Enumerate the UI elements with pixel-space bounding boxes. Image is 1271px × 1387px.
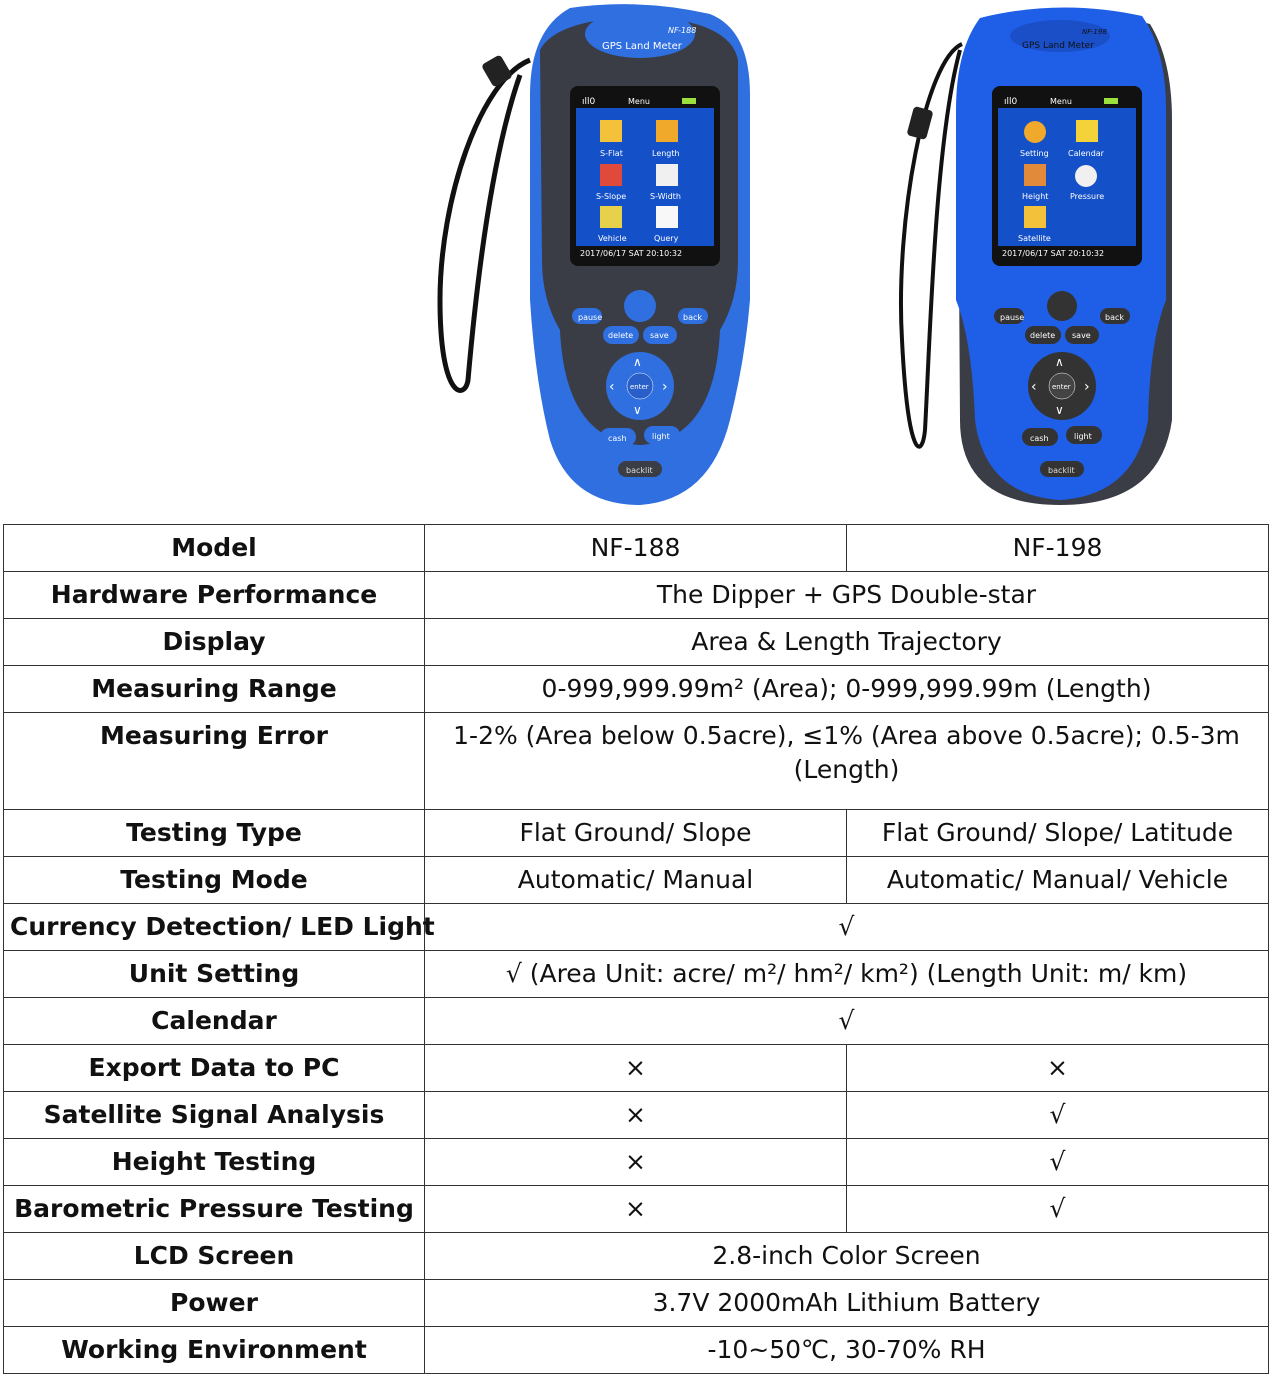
- length-icon: [656, 120, 678, 142]
- row-label: Satellite Signal Analysis: [4, 1092, 425, 1139]
- backlit-label: backlit: [1048, 466, 1075, 475]
- row-label: Display: [4, 619, 425, 666]
- row-label: Currency Detection/ LED Light: [4, 904, 425, 951]
- table-row: [4, 666, 1269, 713]
- menu-item: Setting: [1020, 149, 1049, 158]
- enter-label: enter: [630, 383, 649, 391]
- cell-nf198: ×: [847, 1045, 1269, 1092]
- comparison-table: [3, 524, 1269, 1374]
- device-nf188-drawing: [420, 0, 760, 512]
- power-button[interactable]: [1047, 291, 1077, 321]
- table-row: [4, 1139, 1269, 1186]
- down-arrow-icon: ∨: [633, 403, 642, 417]
- screen-display: [576, 92, 714, 260]
- right-arrow-icon: ›: [1084, 379, 1090, 395]
- screen-signal: ıll0: [582, 97, 596, 107]
- screen-signal: ıll0: [1004, 97, 1018, 107]
- back-label: back: [683, 313, 703, 322]
- table-row: [4, 951, 1269, 998]
- cell-shared: 0-999,999.99m² (Area); 0-999,999.99m (Length): [425, 666, 1269, 713]
- table-row: [4, 1092, 1269, 1139]
- height-icon: [1024, 164, 1046, 186]
- pause-label: pause: [578, 313, 603, 322]
- table-row: [4, 1280, 1269, 1327]
- setting-icon: [1024, 121, 1046, 143]
- table-row: [4, 998, 1269, 1045]
- badge-title: GPS Land Meter: [1022, 41, 1094, 51]
- cell-nf188: ×: [425, 1186, 847, 1233]
- left-arrow-icon: ‹: [609, 379, 615, 395]
- right-arrow-icon: ›: [662, 379, 668, 395]
- cash-label: cash: [608, 434, 627, 443]
- table-row: [4, 525, 1269, 572]
- menu-item: Query: [654, 234, 679, 243]
- cell-shared: -10~50℃, 30-70% RH: [425, 1327, 1269, 1374]
- cell-nf188: ×: [425, 1139, 847, 1186]
- up-arrow-icon: ∧: [1055, 355, 1064, 369]
- menu-item: Length: [652, 149, 680, 158]
- back-label: back: [1105, 313, 1125, 322]
- cell-shared: 2.8-inch Color Screen: [425, 1233, 1269, 1280]
- cell-shared: 1-2% (Area below 0.5acre), ≤1% (Area above 0.5acre); 0.5-3m (Length): [425, 713, 1269, 810]
- delete-label: delete: [608, 331, 634, 340]
- cell-nf198: √: [847, 1092, 1269, 1139]
- backlit-label: backlit: [626, 466, 653, 475]
- row-label: Barometric Pressure Testing: [4, 1186, 425, 1233]
- cell-nf198: √: [847, 1139, 1269, 1186]
- row-label: Unit Setting: [4, 951, 425, 998]
- badge-model: NF-198: [1082, 28, 1107, 36]
- menu-item: Calendar: [1068, 149, 1104, 158]
- cell-nf188: ×: [425, 1092, 847, 1139]
- up-arrow-icon: ∧: [633, 355, 642, 369]
- menu-item: Satellite: [1018, 234, 1051, 243]
- screen-header: Menu: [628, 97, 650, 106]
- menu-item: Pressure: [1070, 192, 1105, 201]
- lanyard-strap: [901, 44, 962, 447]
- cell-shared: √ (Area Unit: acre/ m²/ hm²/ km²) (Length Unit: m/ km): [425, 951, 1269, 998]
- query-icon: [656, 206, 678, 228]
- table-row: [4, 1327, 1269, 1374]
- s-width-icon: [656, 164, 678, 186]
- screen-status: 2017/06/17 SAT 20:10:32: [580, 249, 683, 258]
- table-row: [4, 904, 1269, 951]
- left-arrow-icon: ‹: [1031, 379, 1037, 395]
- menu-item: Vehicle: [598, 234, 627, 243]
- menu-item: S-Flat: [600, 149, 623, 158]
- cell-nf198: Flat Ground/ Slope/ Latitude: [847, 810, 1269, 857]
- lanyard-clip: [481, 54, 513, 88]
- cell-nf198: NF-198: [847, 525, 1269, 572]
- pressure-icon: [1075, 165, 1097, 187]
- cell-nf188: Flat Ground/ Slope: [425, 810, 847, 857]
- calendar-icon: [1076, 120, 1098, 142]
- lanyard-clip: [906, 106, 933, 140]
- device-nf198-drawing: [880, 0, 1180, 512]
- cell-nf198: √: [847, 1186, 1269, 1233]
- power-button[interactable]: [624, 290, 656, 322]
- delete-label: delete: [1030, 331, 1056, 340]
- row-label: LCD Screen: [4, 1233, 425, 1280]
- row-label: Testing Mode: [4, 857, 425, 904]
- row-label: Hardware Performance: [4, 572, 425, 619]
- cell-shared: 3.7V 2000mAh Lithium Battery: [425, 1280, 1269, 1327]
- vehicle-icon: [600, 206, 622, 228]
- cell-nf188: ×: [425, 1045, 847, 1092]
- badge-title: GPS Land Meter: [602, 41, 682, 52]
- row-label: Model: [4, 525, 425, 572]
- satellite-icon: [1024, 206, 1046, 228]
- table-row: [4, 1233, 1269, 1280]
- save-label: save: [1072, 331, 1091, 340]
- lanyard-strap: [440, 60, 530, 390]
- table-row: [4, 1186, 1269, 1233]
- row-label: Measuring Range: [4, 666, 425, 713]
- cash-label: cash: [1030, 434, 1049, 443]
- device-nf188-image: [420, 0, 760, 512]
- cell-nf188: NF-188: [425, 525, 847, 572]
- menu-item: S-Width: [650, 192, 681, 201]
- cell-shared: Area & Length Trajectory: [425, 619, 1269, 666]
- s-flat-icon: [600, 120, 622, 142]
- screen-status: 2017/06/17 SAT 20:10:32: [1002, 249, 1105, 258]
- cell-shared: The Dipper + GPS Double-star: [425, 572, 1269, 619]
- device-nf198-image: [880, 0, 1180, 512]
- enter-label: enter: [1052, 383, 1071, 391]
- s-slope-icon: [600, 164, 622, 186]
- battery-icon: [682, 98, 696, 104]
- row-label: Power: [4, 1280, 425, 1327]
- light-label: light: [1074, 432, 1092, 441]
- row-label: Export Data to PC: [4, 1045, 425, 1092]
- row-label: Calendar: [4, 998, 425, 1045]
- row-label: Testing Type: [4, 810, 425, 857]
- row-label: Working Environment: [4, 1327, 425, 1374]
- cell-shared: √: [425, 998, 1269, 1045]
- light-label: light: [652, 432, 670, 441]
- table-row: [4, 572, 1269, 619]
- save-label: save: [650, 331, 669, 340]
- menu-item: Height: [1022, 192, 1049, 201]
- menu-item: S-Slope: [596, 192, 627, 201]
- table-row: [4, 619, 1269, 666]
- table-row: [4, 713, 1269, 810]
- badge-model: NF-188: [668, 26, 697, 35]
- down-arrow-icon: ∨: [1055, 403, 1064, 417]
- cell-nf188: Automatic/ Manual: [425, 857, 847, 904]
- table-row: [4, 810, 1269, 857]
- pause-label: pause: [1000, 313, 1025, 322]
- battery-icon: [1104, 98, 1118, 104]
- cell-nf198: Automatic/ Manual/ Vehicle: [847, 857, 1269, 904]
- table-row: [4, 857, 1269, 904]
- table-row: [4, 1045, 1269, 1092]
- row-label: Measuring Error: [4, 713, 425, 810]
- row-label: Height Testing: [4, 1139, 425, 1186]
- cell-shared: √: [425, 904, 1269, 951]
- screen-header: Menu: [1050, 97, 1072, 106]
